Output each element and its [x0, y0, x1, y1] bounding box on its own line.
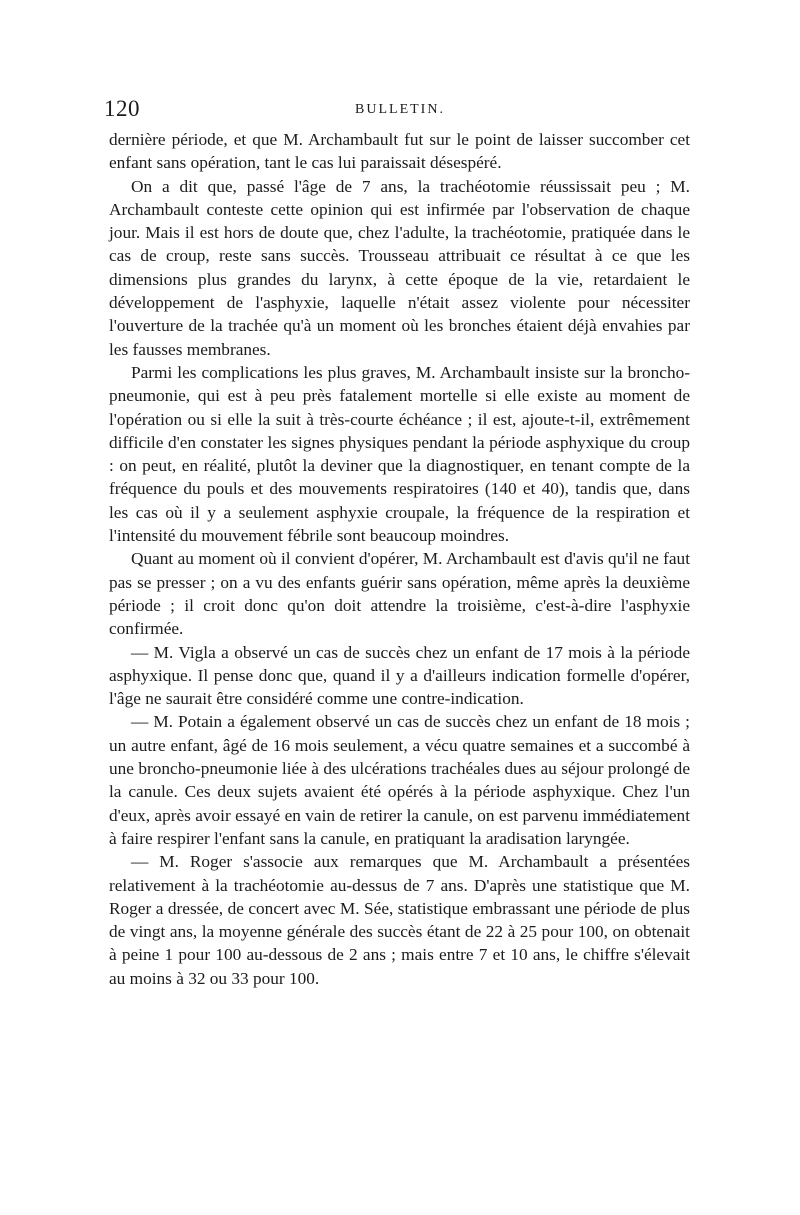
paragraph: dernière période, et que M. Archambault fut sur le point de laisser succomber cet enfant sans opération, tant le cas lui paraissait désespéré.: [109, 130, 690, 173]
paragraph: — M. Roger s'associe aux remarques que M. Archambault a présentées relativement à la trachéotomie au-dessus de 7 ans. D'après une statistique que M. Roger a dressée, de concert avec M. Sée, statistique embrassant une période de plus de vingt ans, la moyenne générale des succès étant de 22 à 25 pour 100, on obtenait à peine 1 pour 100 au-dessous de 2 ans ; mais entre 7 et 10 ans, le chiffre s'élevait au moins à 32 ou 33 pour 100.: [109, 852, 690, 988]
page-number: 120: [104, 96, 140, 121]
paragraph: — M. Potain a également observé un cas de succès chez un enfant de 18 mois ; un autre enfant, âgé de 16 mois seulement, a vécu quatre semaines et a succombé à une broncho-pneumonie liée à des ulcérations trachéales dues au séjour prolongé de la canule. Ces deux sujets avaient été opérés à la période asphyxique. Chez l'un d'eux, après avoir essayé en vain de retirer la canule, on est parvenu immédiatement à faire respirer l'enfant sans la canule, en pratiquant la aradisation laryngée.: [109, 712, 690, 848]
body-text: [109, 128, 690, 990]
running-head: BULLETIN.: [355, 102, 445, 117]
paragraph: — M. Vigla a observé un cas de succès chez un enfant de 17 mois à la période asphyxique. Il pense donc que, quand il y a d'ailleurs indication formelle d'opérer, l'âge ne saurait être considéré comme une contre-indication.: [109, 642, 690, 709]
paragraph: Quant au moment où il convient d'opérer, M. Archambault est d'avis qu'il ne faut pas se presser ; on a vu des enfants guérir sans opération, même après la deuxième période ; il croit donc qu'on doit attendre la troisième, c'est-à-dire l'asphyxie confirmée.: [109, 549, 690, 639]
paragraph: On a dit que, passé l'âge de 7 ans, la trachéotomie réussissait peu ; M. Archambault conteste cette opinion qui est infirmée par l'observation de chaque jour. Mais il est hors de doute que, chez l'adulte, la trachéotomie, pratiquée dans le cas de croup, reste sans succès. Trousseau attribuait ce résultat à ce que les dimensions plus grandes du larynx, à cette époque de la vie, retardaient le développement de l'asphyxie, laquelle n'était assez violente pour nécessiter l'ouverture de la trachée qu'à un moment où les bronches étaient déjà envahies par les fausses membranes.: [109, 176, 690, 359]
paragraph: Parmi les complications les plus graves, M. Archambault insiste sur la broncho-pneumonie, qui est à peu près fatalement mortelle si elle existe au moment de l'opération ou si elle la suit à très-courte échéance ; il est, ajoute-t-il, extrêmement difficile d'en constater les signes physiques pendant la période asphyxique du croup : on peut, en réalité, plutôt la deviner que la diagnostiquer, en tenant compte de la fréquence du pouls et des mouvements respiratoires (140 et 40), tandis que, dans les cas où il y a seulement asphyxie croupale, la fréquence de la respiration et l'intensité du mouvement fébrile sont beaucoup moindres.: [109, 362, 690, 546]
